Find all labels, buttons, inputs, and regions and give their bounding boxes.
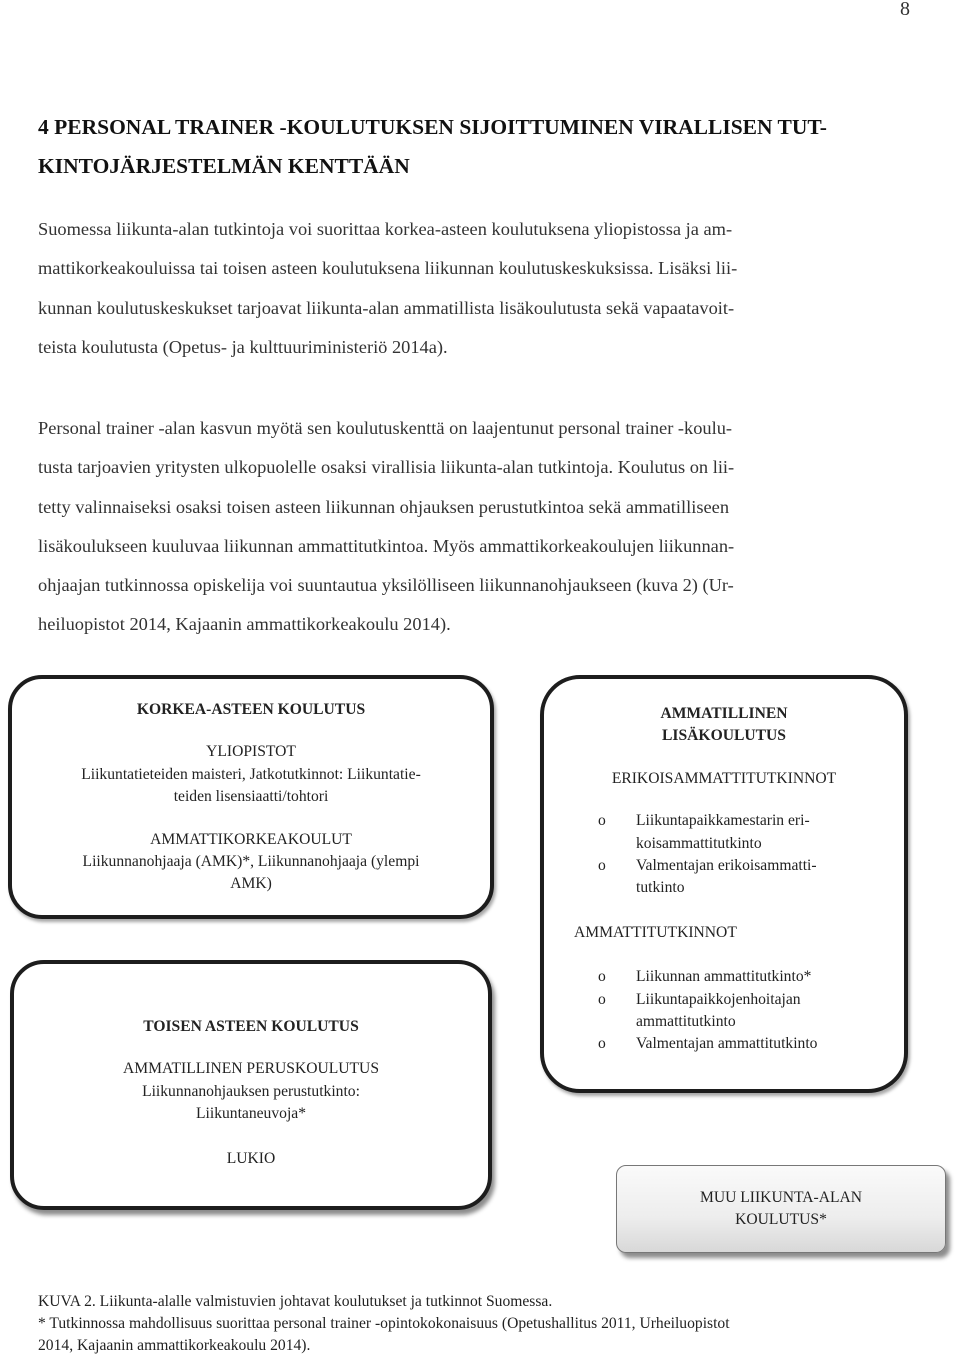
paragraph-2-line: lisäkoulukseen kuuluvaa liikunnan ammattitutkintoa. Myös ammattikorkeakoulujen liikunnan-: [38, 535, 735, 556]
page-number: 8: [900, 0, 910, 20]
toisen-asteen-box: [10, 960, 492, 1210]
yliopistot-heading: YLIOPISTOT: [206, 743, 296, 761]
bullet-marker: o: [598, 857, 606, 875]
bullet-marker: o: [598, 1035, 606, 1053]
caption-line: * Tutkinnossa mahdollisuus suorittaa personal trainer -opintokokonaisuus (Opetushallitus 2011, Urheiluopistot: [38, 1314, 730, 1332]
yliopistot-degrees-line: teiden lisensiaatti/tohtori: [173, 788, 329, 806]
paragraph-2-line: heiluopistot 2014, Kajaanin ammattikorkeakoulu 2014).: [38, 614, 451, 635]
list-item: o Liikuntapaikkamestarin eri- koisammattitutkinto: [598, 812, 810, 852]
bullet-marker: o: [598, 990, 606, 1008]
paragraph-1-line: Suomessa liikunta-alan tutkintoja voi suorittaa korkea-asteen koulutuksena yliopistossa ja am-: [38, 219, 733, 239]
paragraph-2-line: ohjaajan tutkinnossa opiskelija voi suuntautua yksilölliseen liikunnanohjaukseen (kuva 2) (Ur-: [38, 575, 734, 596]
caption-line: 2014, Kajaanin ammattikorkeakoulu 2014).: [38, 1336, 311, 1354]
paragraph-2: [38, 409, 920, 645]
paragraph-2-line: tetty valinnaiseksi osaksi toisen asteen liikunnan ohjauksen perustutkintoa sekä ammatilliseen: [38, 496, 730, 517]
paragraph-2-line: Personal trainer -alan kasvun myötä sen koulutuskenttä on laajentunut personal trainer -koulu-: [38, 418, 733, 438]
erikoisammattitutkinnot-list: [598, 810, 904, 900]
amk-degrees-line: Liikunnanohjaaja (AMK)*, Liikunnanohjaaja (ylempi: [82, 853, 420, 871]
caption-line: KUVA 2. Liikunta-alalle valmistuvien johtavat koulutukset ja tutkinnot Suomessa.: [38, 1293, 553, 1310]
paragraph-1-line: teista koulutusta (Opetus- ja kulttuuriministeriö 2014a).: [38, 336, 448, 357]
muu-koulutus-box: [616, 1165, 946, 1253]
list-item: o Valmentajan ammattitutkinto: [598, 1033, 904, 1055]
paragraph-1: [38, 210, 920, 367]
lisa-title-line: AMMATILLINEN: [660, 705, 788, 722]
chapter-heading: [38, 108, 918, 186]
heading-line-1: 4 PERSONAL TRAINER -KOULUTUKSEN SIJOITTUMINEN VIRALLISEN TUT-: [38, 115, 827, 139]
muu-line: MUU LIIKUNTA-ALAN: [699, 1188, 863, 1206]
yliopistot-degrees-line: Liikuntatieteiden maisteri, Jatkotutkinnot: Liikuntatie-: [81, 765, 421, 783]
amk-degrees-line: AMK): [230, 875, 272, 893]
peruskoulutus-heading: AMMATILLINEN PERUSKOULUTUS: [123, 1060, 379, 1078]
lisakoulutus-box: [540, 675, 908, 1093]
korkea-asteen-box: [8, 675, 494, 919]
paragraph-1-line: kunnan koulutuskeskukset tarjoavat liikunta-alan ammatillista lisäkoulutusta sekä vapaatavoit-: [38, 297, 735, 318]
figure-caption: [38, 1291, 918, 1356]
perustutkinto-line: Liikuntaneuvoja*: [196, 1105, 306, 1123]
toinen-title: TOISEN ASTEEN KOULUTUS: [143, 1018, 359, 1035]
korkea-title: KORKEA-ASTEEN KOULUTUS: [136, 701, 366, 718]
perustutkinto-line: Liikunnanohjauksen perustutkinto:: [142, 1082, 360, 1100]
list-item: o Liikuntapaikkojenhoitajan ammattitutkinto: [598, 990, 801, 1031]
bullet-marker: o: [598, 968, 606, 986]
lisa-title-line: LISÄKOULUTUS: [662, 727, 786, 745]
amk-heading: AMMATTIKORKEAKOULUT: [150, 830, 352, 848]
ammattitutkinnot-heading: AMMATTITUTKINNOT: [574, 923, 737, 941]
bullet-marker: o: [598, 812, 606, 830]
paragraph-1-line: mattikorkeakouluissa tai toisen asteen koulutuksena liikunnan koulutuskeskuksissa. Lisäksi lii-: [38, 258, 738, 279]
ammattitutkinnot-list: [598, 966, 904, 1056]
lukio-label: LUKIO: [226, 1149, 276, 1167]
paragraph-2-line: tusta tarjoavien yritysten ulkopuolelle osaksi virallisia liikunta-alan tutkintoja. Koulutus on lii-: [38, 457, 735, 478]
heading-line-2: KINTOJÄRJESTELMÄN KENTTÄÄN: [38, 154, 410, 178]
list-item: o Valmentajan erikoisammatti- tutkinto: [598, 857, 817, 897]
erikoisammattitutkinnot-heading: ERIKOISAMMATTITUTKINNOT: [611, 769, 837, 787]
muu-line: KOULUTUS*: [735, 1211, 827, 1228]
list-item: o Liikunnan ammattitutkinto*: [598, 966, 904, 988]
